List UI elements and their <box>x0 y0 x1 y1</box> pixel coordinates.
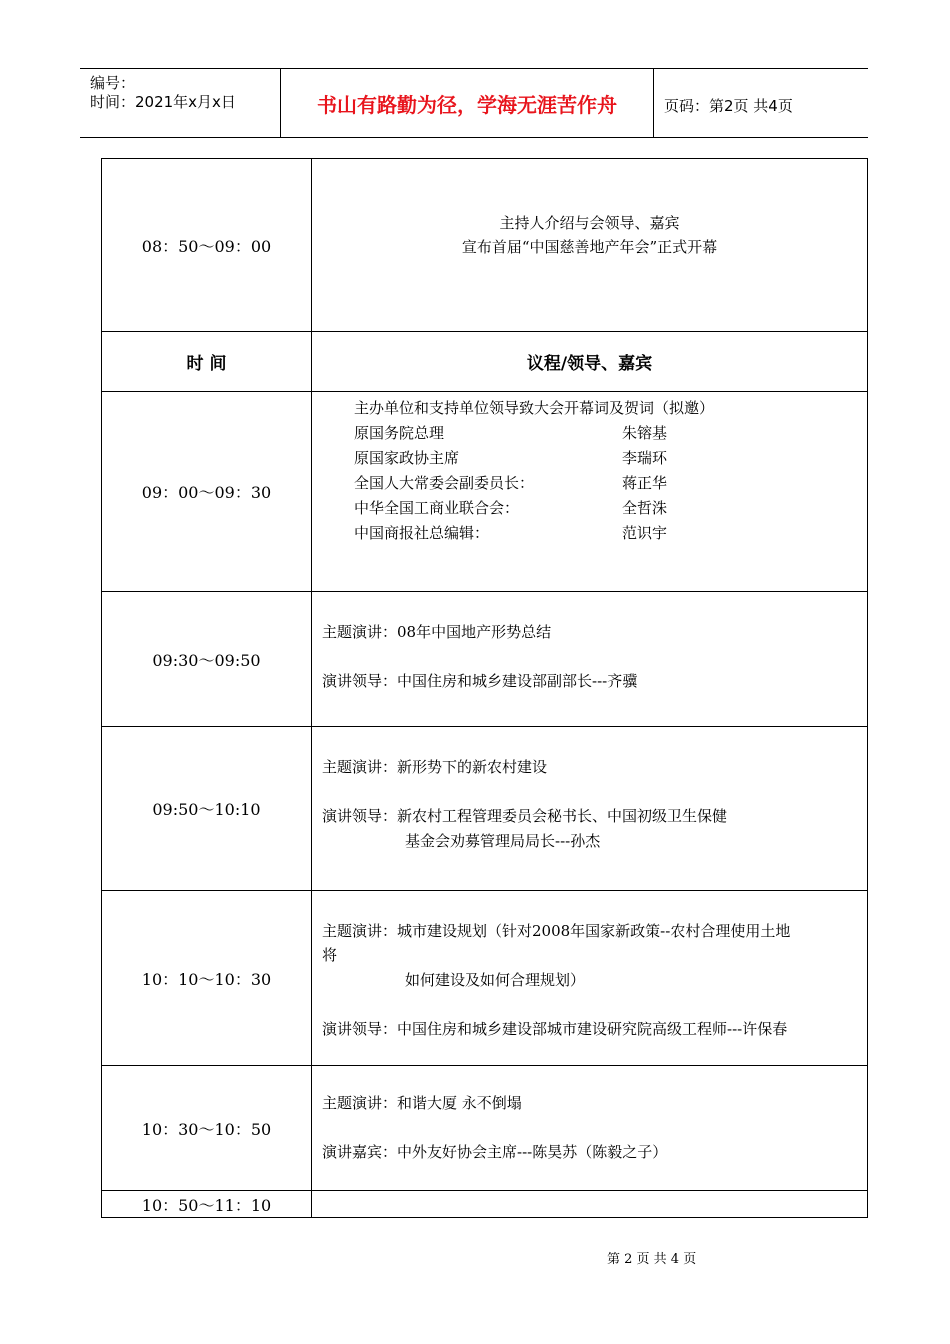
time-cell: 10：30～10：50 <box>102 1066 312 1190</box>
table-row <box>102 891 867 1066</box>
person-name: 蒋正华 <box>622 474 668 492</box>
table-row <box>102 592 867 727</box>
agenda-cell <box>312 891 867 1065</box>
time-cell: 09：00～09：30 <box>102 392 312 591</box>
agenda-cell <box>312 392 867 591</box>
person-name: 范识宇 <box>622 524 668 542</box>
time-label: 时间：2021年x月x日 <box>90 93 236 111</box>
topic-line: 主题演讲：08年中国地产形势总结 <box>322 623 552 641</box>
topic-line-cont: 如何建设及如何合理规划） <box>405 971 586 989</box>
table-header-row <box>102 332 867 392</box>
topic-line-wrap: 将 <box>322 946 338 964</box>
person-title: 全国人大常委会副委员长： <box>354 474 535 492</box>
column-header-time: 时 间 <box>102 332 312 391</box>
header-motto: 书山有路勤为径，学海无涯苦作舟 <box>281 69 654 137</box>
page-footer: 第 2 页 共 4 页 <box>607 1252 697 1267</box>
person-title: 原国家政协主席 <box>354 449 460 467</box>
header-page-label: 页码：第2页 共4页 <box>664 97 793 115</box>
topic-line: 主题演讲：新形势下的新农村建设 <box>322 758 548 776</box>
table-row <box>102 1191 867 1218</box>
person-name: 朱镕基 <box>622 424 668 442</box>
table-row <box>102 727 867 891</box>
person-title: 中国商报社总编辑： <box>354 524 490 542</box>
time-cell: 08：50～09：00 <box>102 159 312 331</box>
speaker-line-cont: 基金会劝募管理局局长---孙杰 <box>405 832 601 850</box>
person-name: 李瑞环 <box>622 449 668 467</box>
number-label: 编号： <box>90 74 136 92</box>
time-cell: 10：10～10：30 <box>102 891 312 1065</box>
speaker-line: 演讲领导：中国住房和城乡建设部城市建设研究院高级工程师---许保春 <box>322 1020 788 1038</box>
column-header-agenda: 议程/领导、嘉宾 <box>526 354 653 374</box>
person-title: 中华全国工商业联合会： <box>354 499 520 517</box>
table-row <box>102 392 867 592</box>
time-cell: 10：50～11：10 <box>102 1191 312 1217</box>
agenda-line: 主持人介绍与会领导、嘉宾 <box>499 214 680 232</box>
agenda-cell <box>312 159 867 331</box>
agenda-cell <box>312 592 867 726</box>
table-row <box>102 159 867 332</box>
speaker-line: 演讲领导：新农村工程管理委员会秘书长、中国初级卫生保健 <box>322 807 728 825</box>
page-header <box>80 68 868 138</box>
agenda-line: 宣布首届“中国慈善地产年会”正式开幕 <box>461 238 718 256</box>
time-cell: 09:30～09:50 <box>102 592 312 726</box>
header-meta <box>80 69 281 137</box>
agenda-intro: 主办单位和支持单位领导致大会开幕词及贺词（拟邀） <box>354 399 715 417</box>
agenda-table <box>101 158 868 1218</box>
agenda-cell <box>312 727 867 890</box>
table-row <box>102 1066 867 1191</box>
agenda-cell <box>312 1191 867 1217</box>
person-name: 全哲洙 <box>622 499 668 517</box>
topic-line: 主题演讲：和谐大厦 永不倒塌 <box>322 1094 522 1112</box>
time-cell: 09:50～10:10 <box>102 727 312 890</box>
speaker-line: 演讲嘉宾：中外友好协会主席---陈昊苏（陈毅之子） <box>322 1143 668 1161</box>
person-title: 原国务院总理 <box>354 424 445 442</box>
topic-line: 主题演讲：城市建设规划（针对2008年国家新政策--农村合理使用土地 <box>322 922 791 940</box>
agenda-cell <box>312 1066 867 1190</box>
speaker-line: 演讲领导：中国住房和城乡建设部副部长---齐骥 <box>322 672 638 690</box>
